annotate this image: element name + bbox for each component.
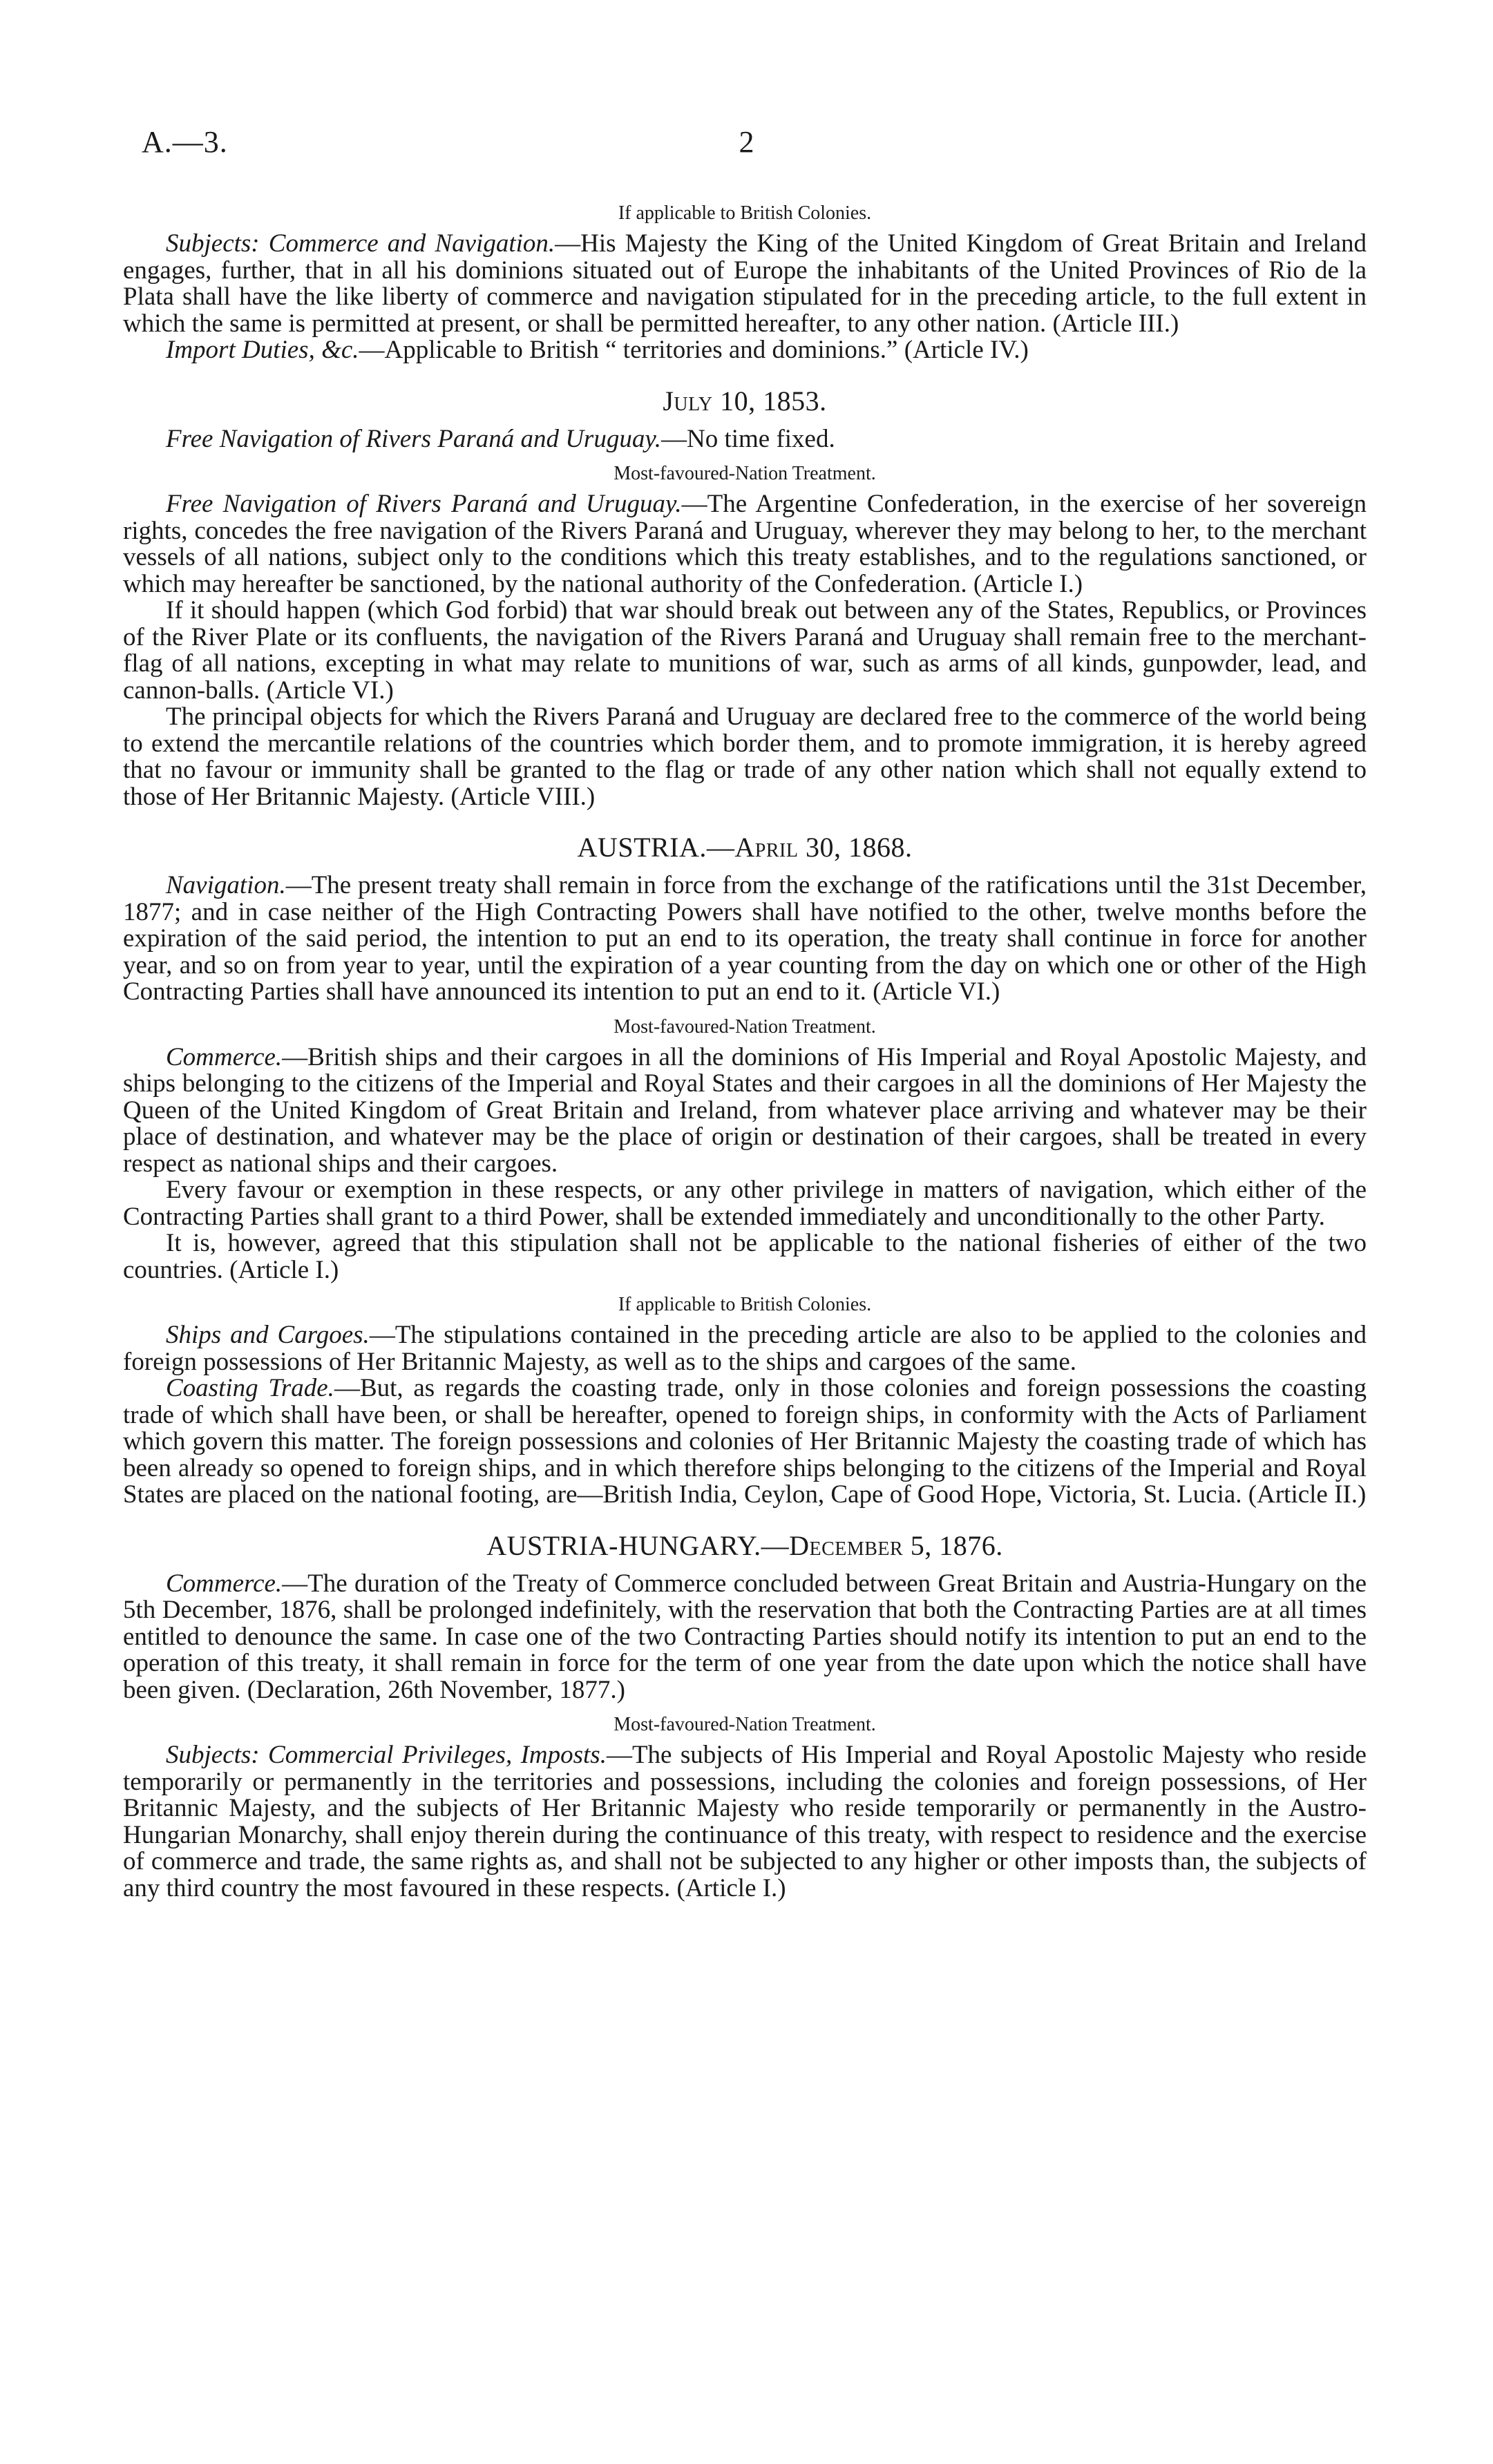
paragraph <box>123 1375 1367 1509</box>
paragraph <box>123 1044 1367 1178</box>
paragraph-text: —The subjects of His Imperial and Royal Apostolic Majesty who reside temporarily or permanently in the territories and possessions, including the colonies and foreign possessions, of Her Britannic Majesty, and the subjects of Her Britannic Majesty who reside temporarily or permanently in the Austro-Hungarian Monarchy, shall enjoy therein during the continuance of this treaty, with respect to residence and the exercise of commerce and trade, the same rights as, and shall not be subjected to any higher or other imposts than, the subjects of any third country the most favoured in these respects. (Article I.) <box>123 1741 1367 1902</box>
paragraph <box>123 1742 1367 1902</box>
heading-country: AUSTRIA. <box>577 832 707 863</box>
paragraph-text: —Applicable to British “ territories and dominions.” (Article IV.) <box>359 336 1029 364</box>
heading-country: AUSTRIA-HUNGARY. <box>486 1529 761 1561</box>
paragraph-text: —No time fixed. <box>660 424 835 453</box>
paragraph-text: —His Majesty the King of the United Kingdom of Great Britain and Ireland engages, further, that in all his dominions situated out of Europe the inhabitants of the United Provinces of Rio de la Plata shall have the like liberty of commerce and navigation stipulated for in the preceding article, to the full extent in which the same is permitted at present, or shall be permitted hereafter, to any other nation. (Article III.) <box>123 229 1367 338</box>
page-body <box>123 192 1367 1902</box>
heading-date: 5, 1876. <box>910 1529 1003 1561</box>
paragraph-lead: Subjects: Commercial Privileges, Imposts. <box>166 1741 607 1769</box>
paragraph <box>123 1322 1367 1375</box>
paragraph-lead: Free Navigation of Rivers Paraná and Uruguay. <box>166 424 661 453</box>
heading-date: 10, 1853. <box>720 385 827 417</box>
paragraph-text: —The present treaty shall remain in force from the exchange of the ratifications until the 31st December, 1877; and in case neither of the High Contracting Powers shall have notified to the other, twelve months before the expiration of the said period, the intention to put an end to its operation, the treaty shall continue in force for another year, and so on from year to year, until the expiration of a year counting from the day on which one or other of the High Contracting Parties shall have announced its intention to put an end to it. (Article VI.) <box>123 871 1367 1006</box>
document-reference: A.—3. <box>142 125 228 159</box>
paragraph <box>123 231 1367 337</box>
heading-date: 30, 1868. <box>805 832 913 863</box>
running-head <box>142 124 1351 166</box>
paragraph-lead: Import Duties, &c. <box>166 336 359 364</box>
paragraph <box>123 426 1367 453</box>
paragraph-text: —The Argentine Confederation, in the exercise of her sovereign rights, concedes the free navigation of the Rivers Paraná and Uruguay, wherever they may belong to her, to the merchant vessels of all nations, subject only to the conditions which this treaty establishes, and to the regulations sanctioned, or which may hereafter be sanctioned, by the national authority of the Confederation. (Article I.) <box>123 490 1367 598</box>
page-number: 2 <box>739 125 754 159</box>
heading-month: —December <box>761 1529 904 1561</box>
paragraph-lead: Commerce. <box>166 1042 283 1071</box>
paragraph <box>123 337 1367 364</box>
paragraph-lead: Navigation. <box>166 871 286 899</box>
section-heading <box>123 832 1367 863</box>
section-heading <box>123 1531 1367 1561</box>
paragraph: If it should happen (which God forbid) that war should break out between any of the States, Republics, or Provinces of the River Plate or its confluents, the navigation of the Rivers Paraná and Uruguay shall remain free to the merchant-flag of all nations, excepting in what may relate to munitions of war, such as arms of all kinds, gunpowder, lead, and cannon-balls. (Article VI.) <box>123 596 1367 705</box>
heading-month: July <box>663 385 713 417</box>
section-subheading: Most-favoured-Nation Treatment. <box>614 1714 876 1735</box>
paragraph-lead: Subjects: Commerce and Navigation. <box>166 229 555 258</box>
paragraph: It is, however, agreed that this stipulation shall not be applicable to the national fisheries of either of the two countries. (Article I.) <box>123 1229 1367 1284</box>
paragraph-lead: Commerce. <box>166 1569 283 1598</box>
section-subheading: Most-favoured-Nation Treatment. <box>614 1015 876 1038</box>
paragraph-text: —British ships and their cargoes in all the dominions of His Imperial and Royal Apostolic Majesty, and ships belonging to the citizens of the Imperial and Royal States and their cargoes in all the dominions of Her Majesty the Queen of the United Kingdom of Great Britain and Ireland, from whatever place arriving and whatever may be their place of destination, and whatever may be the place of origin or destination of their cargoes, shall be treated in every respect as national ships and their cargoes. <box>123 1042 1367 1178</box>
paragraph-text: —The duration of the Treaty of Commerce concluded between Great Britain and Austria-Hungary on the 5th December, 1876, shall be prolonged indefinitely, with the reservation that both the Contracting Parties are at all times entitled to denounce the same. In case one of the two Contracting Parties should notify its intention to put an end to the operation of this treaty, it shall remain in force for the term of one year from the date upon which the notice shall have been given. (Declaration, 26th November, 1877.) <box>123 1569 1367 1704</box>
paragraph <box>123 1571 1367 1704</box>
paragraph-lead: Ships and Cargoes. <box>166 1321 370 1349</box>
paragraph-lead: Coasting Trade. <box>166 1374 334 1402</box>
paragraph: Every favour or exemption in these respects, or any other privilege in matters of navigation, which either of the Contracting Parties shall grant to a third Power, shall be extended immediately and unconditionally to the other Party. <box>123 1176 1367 1231</box>
section-subheading: If applicable to British Colonies. <box>618 1294 872 1315</box>
section-heading <box>123 386 1367 417</box>
paragraph-text: —The stipulations contained in the preceding article are also to be applied to the colonies and foreign possessions of Her Britannic Majesty, as well as to the ships and cargoes of the same. <box>123 1321 1367 1376</box>
paragraph-text: —But, as regards the coasting trade, only in those colonies and foreign possessions the coasting trade of which shall have been, or shall be hereafter, opened to foreign ships, in conformity with the Acts of Parliament which govern this matter. The foreign possessions and colonies of Her Britannic Majesty the coasting trade of which has been already so opened to foreign ships, and in which therefore ships belonging to the citizens of the Imperial and Royal States are placed on the national footing, are—British India, Ceylon, Cape of Good Hope, Victoria, St. Lucia. (Article II.) <box>123 1374 1367 1509</box>
paragraph <box>123 491 1367 598</box>
section-subheading: If applicable to British Colonies. <box>618 202 872 224</box>
paragraph: The principal objects for which the Rivers Paraná and Uruguay are declared free to the commerce of the world being to extend the mercantile relations of the countries which border them, and to promote immigration, it is hereby agreed that no favour or immunity shall be granted to the flag or trade of any other nation which shall not equally extend to those of Her Britannic Majesty. (Article VIII.) <box>123 703 1367 811</box>
paragraph-lead: Free Navigation of Rivers Paraná and Uruguay. <box>166 490 682 518</box>
heading-month: —April <box>706 832 799 863</box>
paragraph <box>123 872 1367 1006</box>
section-subheading: Most-favoured-Nation Treatment. <box>614 463 876 484</box>
